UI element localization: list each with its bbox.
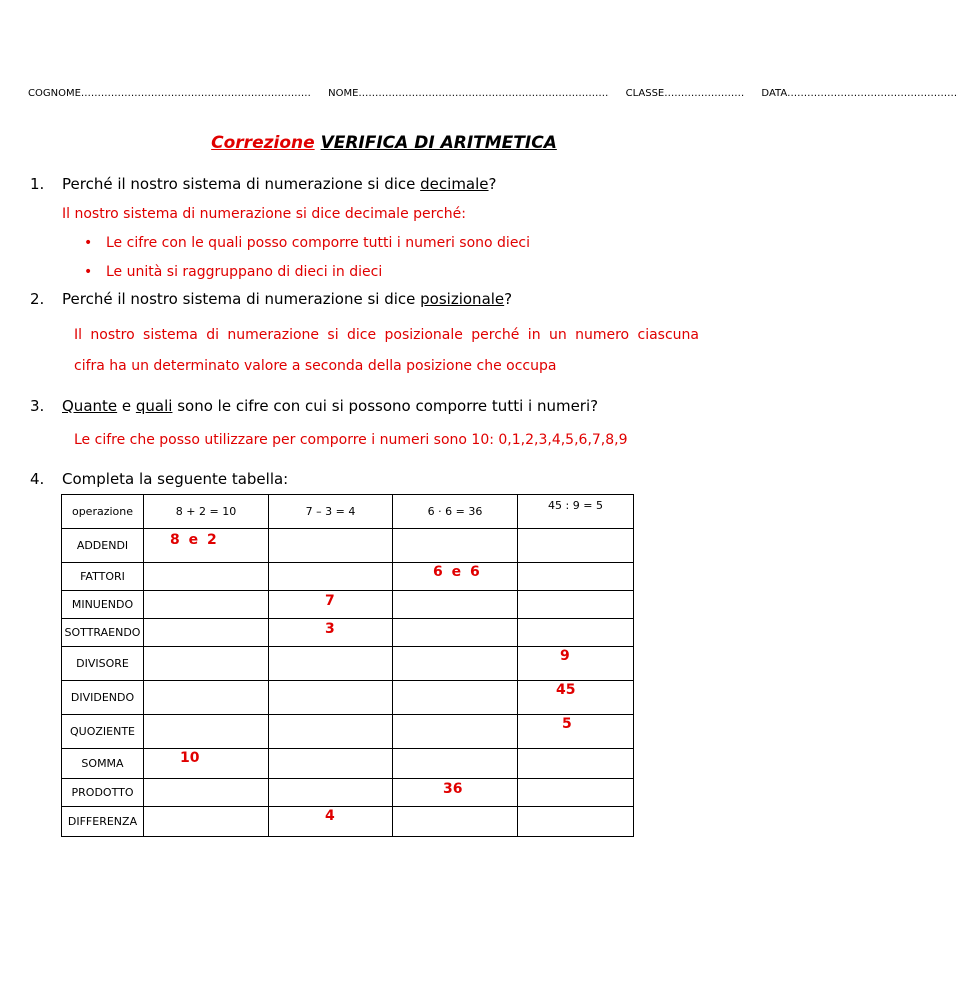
row-label: DIVISORE (62, 647, 144, 681)
question-3-number: 3. (30, 397, 45, 415)
table-cell (269, 647, 393, 681)
row-label: PRODOTTO (62, 779, 144, 807)
bullet-icon: • (84, 235, 93, 251)
cell-value: 7 (325, 592, 335, 609)
table-cell (393, 591, 518, 619)
table-row (62, 647, 634, 681)
table-cell (393, 749, 518, 779)
table-cell (269, 619, 393, 647)
cell-value: 4 (325, 807, 335, 824)
table-row (62, 591, 634, 619)
table-cell (393, 807, 518, 837)
table-row (62, 807, 634, 837)
table-cell (518, 619, 634, 647)
header-operazione: operazione (62, 495, 144, 529)
question-1-number: 1. (30, 175, 45, 193)
question-2-text: Perché il nostro sistema di numerazione si dice posizionale? (62, 290, 513, 308)
table-row (62, 749, 634, 779)
header-subtraction: 7 – 3 = 4 (269, 495, 393, 529)
header-multiplication: 6 · 6 = 36 (393, 495, 518, 529)
question-1-answer: Il nostro sistema di numerazione si dice decimale perché: (62, 206, 466, 222)
row-label: MINUENDO (62, 591, 144, 619)
table-cell (393, 681, 518, 715)
table-cell (269, 681, 393, 715)
row-label: SOMMA (62, 749, 144, 779)
row-label: ADDENDI (62, 529, 144, 563)
table-cell (269, 807, 393, 837)
table-cell (393, 647, 518, 681)
table-cell (518, 749, 634, 779)
question-2-answer-line-2: cifra ha un determinato valore a seconda della posizione che occupa (74, 358, 557, 374)
table-cell (144, 619, 269, 647)
cell-value: 5 (562, 715, 572, 732)
cell-value: 9 (560, 647, 570, 664)
row-label: QUOZIENTE (62, 715, 144, 749)
table-cell (144, 681, 269, 715)
question-1-bullet-2: • Le unità si raggruppano di dieci in dieci (84, 264, 383, 280)
question-1-text: Perché il nostro sistema di numerazione si dice decimale? (62, 175, 497, 193)
row-label: DIVIDENDO (62, 681, 144, 715)
row-label: DIFFERENZA (62, 807, 144, 837)
table-cell (518, 681, 634, 715)
table-cell (393, 715, 518, 749)
table-row (62, 779, 634, 807)
table-cell (144, 647, 269, 681)
question-2-answer-line-1: Il nostro sistema di numerazione si dice posizionale perché in un numero ciascuna (74, 327, 699, 343)
data-field: DATA…………………………………………… (761, 88, 958, 99)
table-cell (269, 779, 393, 807)
table-cell (393, 779, 518, 807)
keyword-quante: Quante (62, 397, 118, 415)
table-cell (518, 563, 634, 591)
table-cell (269, 563, 393, 591)
nome-field: NOME………………………………………………………………… (328, 88, 609, 99)
bullet-icon: • (84, 264, 93, 280)
table-cell (518, 529, 634, 563)
table-cell (393, 529, 518, 563)
table-cell (144, 563, 269, 591)
question-4-number: 4. (30, 470, 45, 488)
cognome-field: COGNOME…………………………………………………………… (28, 88, 311, 99)
table-cell (393, 563, 518, 591)
title-main: VERIFICA DI ARITMETICA (320, 133, 557, 153)
page-title (0, 133, 768, 153)
table-cell (393, 619, 518, 647)
header-addition: 8 + 2 = 10 (144, 495, 269, 529)
classe-field: CLASSE…………………… (625, 88, 745, 99)
row-label: SOTTRAENDO (62, 619, 144, 647)
table-cell (269, 529, 393, 563)
table-header-row (62, 495, 634, 529)
table-cell (518, 647, 634, 681)
question-3-text: Quante e quali sono le cifre con cui si possono comporre tutti i numeri? (62, 397, 599, 415)
table-row (62, 563, 634, 591)
table-cell (144, 779, 269, 807)
table-row (62, 681, 634, 715)
table-row (62, 529, 634, 563)
table-cell (144, 529, 269, 563)
table-cell (269, 591, 393, 619)
keyword-decimale: decimale (420, 175, 489, 193)
table-cell (518, 715, 634, 749)
student-info-line (28, 88, 971, 99)
question-1-bullet-1: • Le cifre con le quali posso comporre tutti i numeri sono dieci (84, 235, 531, 251)
keyword-quali: quali (135, 397, 173, 415)
row-label: FATTORI (62, 563, 144, 591)
table-cell (269, 749, 393, 779)
cell-value: 10 (180, 749, 200, 766)
table-cell (144, 591, 269, 619)
table-cell (144, 749, 269, 779)
cell-value: 36 (443, 780, 463, 797)
table-row (62, 619, 634, 647)
question-4-text: Completa la seguente tabella: (62, 470, 289, 488)
table-row (62, 715, 634, 749)
operations-table (61, 494, 634, 837)
table-cell (144, 807, 269, 837)
cell-value: 3 (325, 620, 335, 637)
cell-value: 8 e 2 (170, 531, 219, 548)
question-3-answer: Le cifre che posso utilizzare per comporre i numeri sono 10: 0,1,2,3,4,5,6,7,8,9 (74, 432, 628, 448)
title-correction: Correzione (211, 133, 315, 153)
table-cell (518, 807, 634, 837)
cell-value: 45 (556, 681, 576, 698)
table-cell (269, 715, 393, 749)
question-2-number: 2. (30, 290, 45, 308)
table-cell (518, 779, 634, 807)
cell-value: 6 e 6 (433, 563, 482, 580)
header-division: 45 : 9 = 5 (518, 495, 634, 529)
table-cell (518, 591, 634, 619)
table-cell (144, 715, 269, 749)
keyword-posizionale: posizionale (420, 290, 505, 308)
